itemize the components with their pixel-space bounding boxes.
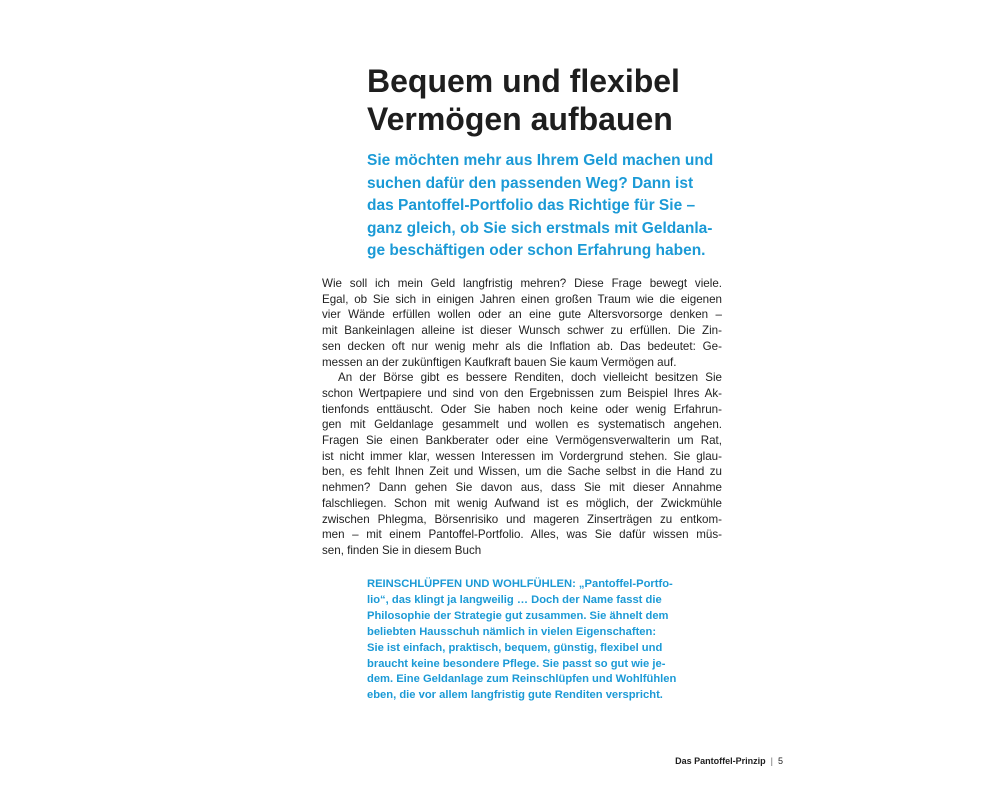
lead-line: suchen dafür den passenden Weg? Dann ist: [367, 174, 694, 192]
lead-line: Sie möchten mehr aus Ihrem Geld machen und: [367, 152, 714, 169]
body-line: Fragen Sie einen Bankberater oder eine Vermögensverwalterin um Rat,: [322, 434, 722, 448]
body-line: Wie soll ich mein Geld langfristig mehren? Diese Frage bewegt viele.: [322, 277, 722, 290]
body-line: sen decken oft nur wenig mehr als die Inflation ab. Das bedeutet: Ge-: [322, 339, 722, 353]
body-line: tienfonds enttäuscht. Oder Sie haben noch keine oder wenig Erfahrun-: [322, 402, 722, 416]
body-line: nehmen? Dann gehen Sie davon aus, dass Sie mit dieser Annahme: [322, 481, 722, 495]
lead-line: das Pantoffel-Portfolio das Richtige für Sie –: [367, 197, 696, 214]
callout-line: Sie ist einfach, praktisch, bequem, günstig, flexibel und: [367, 641, 663, 654]
footer-section-title: Das Pantoffel-Prinzip: [675, 756, 766, 766]
body-line: sen, finden Sie in diesem Buch: [322, 543, 482, 557]
page-footer: [675, 756, 783, 766]
page-number: 5: [777, 756, 783, 766]
callout-box: [367, 577, 727, 704]
body-line: zwischen Phlegma, Börsenrisiko und mageren Zinserträgen zu entkom-: [322, 512, 722, 526]
callout-line: beliebten Hausschuh nämlich in vielen Eigenschaften:: [367, 625, 657, 638]
title-line: Vermögen aufbauen: [367, 101, 673, 137]
body-line: Egal, ob Sie sich in einigen Jahren einen großen Traum wie die eigenen: [322, 292, 722, 306]
body-line: schon Wertpapiere und sind von den Ergebnissen zum Beispiel Ihres Ak-: [322, 386, 722, 400]
callout-line: Philosophie der Strategie gut zusammen. Sie ähnelt dem: [367, 609, 669, 622]
body-line: messen an der zukünftigen Kaufkraft bauen Sie kaum Vermögen auf.: [322, 355, 677, 369]
callout-line: braucht keine besondere Pflege. Sie passt so gut wie je-: [367, 657, 666, 670]
callout-line: REINSCHLÜPFEN UND WOHLFÜHLEN: „Pantoffel-Portfo-: [367, 578, 673, 590]
page-title: [367, 62, 787, 138]
body-text: [322, 276, 722, 559]
body-line: An der Börse gibt es bessere Renditen, doch vielleicht besitzen Sie: [338, 371, 722, 385]
lead-paragraph: [367, 150, 767, 263]
body-line: mit Bankeinlagen alleine ist dieser Wunsch schwer zu erfüllen. Die Zin-: [322, 324, 722, 338]
body-line: ben, es fehlt Ihnen Zeit und Wissen, um die Sache selbst in die Hand zu: [322, 465, 722, 479]
lead-line: ganz gleich, ob Sie sich erstmals mit Geldanla-: [367, 219, 713, 237]
lead-line: ge beschäftigen oder schon Erfahrung haben.: [367, 242, 706, 259]
body-line: ist nicht immer klar, wessen Interessen im Vordergrund stehen. Sie glau-: [322, 449, 722, 463]
body-line: men – mit einem Pantoffel-Portfolio. Alles, was Sie dafür wissen müs-: [322, 528, 722, 542]
title-line: Bequem und flexibel: [367, 63, 680, 99]
callout-line: dem. Eine Geldanlage zum Reinschlüpfen und Wohlfühlen: [367, 673, 677, 686]
body-line: vier Wände erfüllen wollen oder an eine gute Altersvorsorge denken –: [322, 308, 722, 322]
footer-separator: |: [770, 756, 773, 766]
callout-line: lio“, das klingt ja langweilig … Doch der Name fasst die: [367, 593, 662, 606]
body-line: falschliegen. Schon mit wenig Aufwand ist es möglich, der Zwickmühle: [322, 496, 722, 510]
body-line: gen mit Geldanlage gesammelt und wollen es systematisch angehen.: [322, 418, 722, 432]
callout-line: eben, die vor allem langfristig gute Renditen verspricht.: [367, 689, 663, 702]
